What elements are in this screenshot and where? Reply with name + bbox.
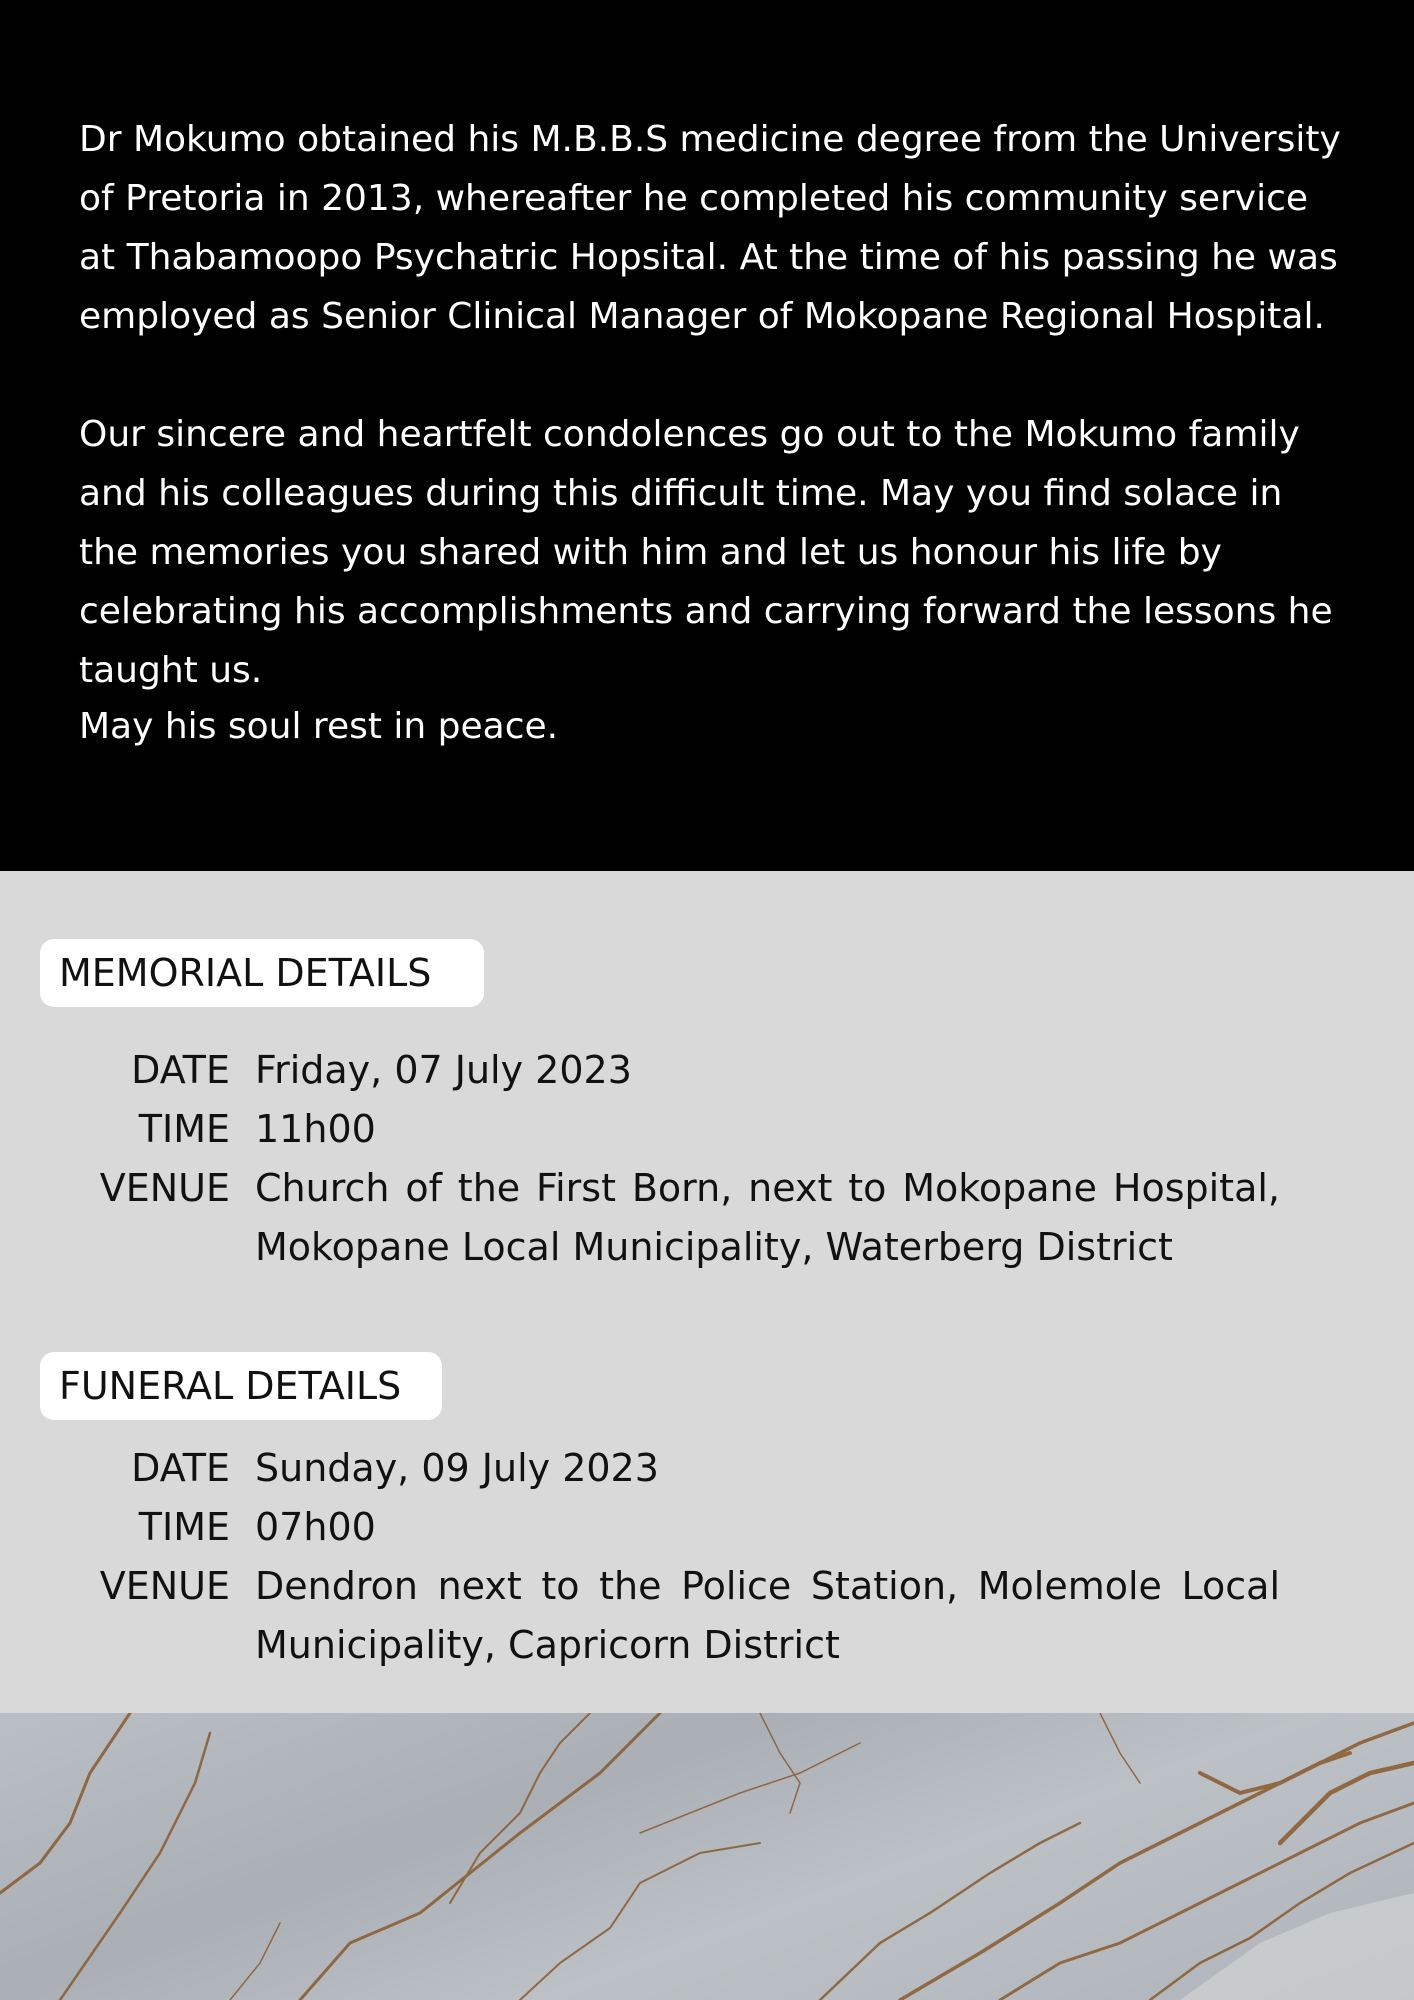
- tribute-paragraph-condolences: Our sincere and heartfelt condolences go out to the Mokumo family and his colleagues during this difficult time. May you find solace in the memories you shared with him and let us honour his life by celebrating his accomplishments and carrying forward the lessons he taught us.: [79, 414, 1333, 691]
- funeral-date-label: DATE: [131, 1446, 230, 1490]
- funeral-time-value: 07h00: [255, 1505, 376, 1549]
- tribute-section: [0, 0, 1414, 871]
- memorial-date-label: DATE: [131, 1048, 230, 1092]
- funeral-venue-label: VENUE: [99, 1564, 230, 1608]
- memorial-time-label: TIME: [138, 1107, 230, 1151]
- details-section: [0, 871, 1414, 1713]
- memorial-date-value: Friday, 07 July 2023: [255, 1048, 632, 1092]
- marble-veins: [0, 1713, 1414, 2000]
- tribute-paragraph-education: Dr Mokumo obtained his M.B.B.S medicine degree from the University of Pretoria in 2013, whereafter he completed his community service at Thabamoopo Psychatric Hopsital. At the time of his passing he was employed as Senior Clinical Manager of Mokopane Regional Hospital.: [79, 119, 1341, 337]
- memorial-details-heading: MEMORIAL DETAILS: [40, 939, 484, 1007]
- funeral-date-value: Sunday, 09 July 2023: [255, 1446, 659, 1490]
- memorial-time-value: 11h00: [255, 1107, 376, 1151]
- memorial-venue-label: VENUE: [99, 1166, 230, 1210]
- funeral-venue-value: Dendron next to the Police Station, Molemole Local Municipality, Capricorn District: [255, 1564, 1280, 1667]
- marble-background: [0, 1713, 1414, 2000]
- tribute-paragraph-rest-in-peace: May his soul rest in peace.: [79, 706, 559, 747]
- funeral-time-label: TIME: [138, 1505, 230, 1549]
- funeral-details-heading: FUNERAL DETAILS: [40, 1352, 442, 1420]
- memorial-venue-value: Church of the First Born, next to Mokopane Hospital, Mokopane Local Municipality, Waterberg District: [255, 1166, 1280, 1269]
